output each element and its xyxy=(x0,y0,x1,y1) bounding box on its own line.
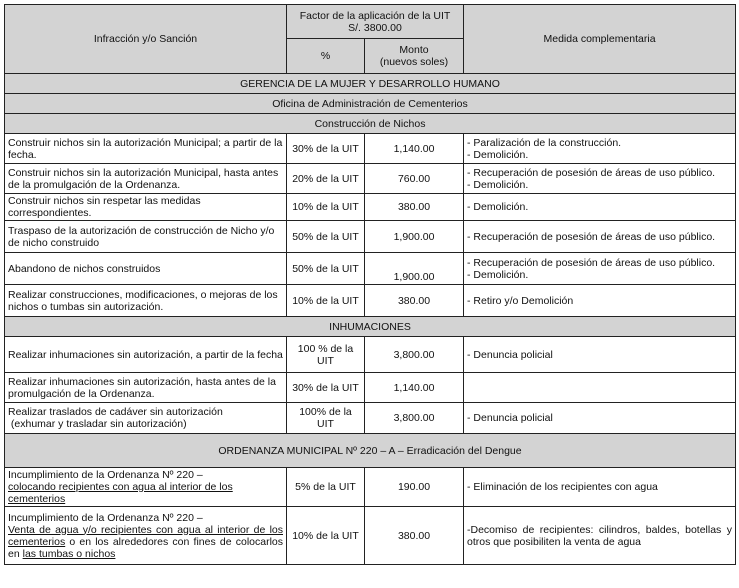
infraccion-line: Incumplimiento de la Ordenanza Nº 220 – xyxy=(8,469,203,481)
cell-monto: 380.00 xyxy=(365,507,464,565)
cell-infraccion: Construir nichos sin la autorización Municipal; a partir de la fecha. xyxy=(5,134,287,164)
header-medida: Medida complementaria xyxy=(464,5,736,74)
table-row xyxy=(5,285,736,317)
cell-infraccion: Realizar inhumaciones sin autorización, hasta antes de la promulgación de la Ordenanza. xyxy=(5,373,287,403)
header-factor xyxy=(287,5,464,39)
cell-pct: 100% de la UIT xyxy=(287,403,365,434)
header-factor-line2: S/. 3800.00 xyxy=(348,21,402,34)
cell-monto: 1,140.00 xyxy=(365,373,464,403)
header-infraccion: Infracción y/o Sanción xyxy=(5,5,287,74)
medida-line: - Demolición. xyxy=(467,268,529,281)
cell-infraccion: Traspaso de la autorización de construcción de Nicho y/o de nicho construido xyxy=(5,221,287,253)
table-row xyxy=(5,337,736,373)
table-row xyxy=(5,134,736,164)
cell-medida xyxy=(464,403,736,434)
table-row xyxy=(5,507,736,565)
cell-monto: 380.00 xyxy=(365,194,464,221)
infraccion-line-underlined: colocando recipientes con agua al interior de los cementerios xyxy=(8,481,233,505)
cell-infraccion: Realizar construcciones, modificaciones, o mejoras de los nichos o tumbas sin autorización. xyxy=(5,285,287,317)
infraccion-line: Realizar traslados de cadáver sin autorización xyxy=(8,406,223,418)
cell-infraccion xyxy=(5,403,287,434)
cell-monto: 3,800.00 xyxy=(365,403,464,434)
cell-monto: 3,800.00 xyxy=(365,337,464,373)
medida-line: - Recuperación de posesión de áreas de uso público. xyxy=(467,166,716,179)
cell-monto: 1,140.00 xyxy=(365,134,464,164)
infraccion-line: (exhumar y trasladar sin autorización) xyxy=(8,418,187,430)
cell-infraccion: Realizar inhumaciones sin autorización, a partir de la fecha xyxy=(5,337,287,373)
cell-infraccion: Construir nichos sin respetar las medidas correspondientes. xyxy=(5,194,287,221)
cell-pct: 30% de la UIT xyxy=(287,134,365,164)
table-row xyxy=(5,468,736,507)
table-row xyxy=(5,194,736,221)
cell-pct: 100 % de la UIT xyxy=(287,337,365,373)
cell-pct: 10% de la UIT xyxy=(287,507,365,565)
cell-infraccion: Construir nichos sin la autorización Municipal, hasta antes de la promulgación de la Ordenanza. xyxy=(5,164,287,194)
cell-infraccion: Abandono de nichos construidos xyxy=(5,253,287,285)
header-factor-line1: Factor de la aplicación de la UIT xyxy=(299,9,451,22)
cell-medida xyxy=(464,337,736,373)
cell-pct: 50% de la UIT xyxy=(287,221,365,253)
cell-pct: 5% de la UIT xyxy=(287,468,365,507)
cell-medida xyxy=(464,134,736,164)
cell-pct: 10% de la UIT xyxy=(287,194,365,221)
header-percent: % xyxy=(287,39,365,74)
cell-monto: 1,900.00 xyxy=(365,253,464,285)
infraccion-underlined-1: Venta de agua y/o recipientes con agua al interior de los cementerios xyxy=(8,523,283,548)
cell-medida xyxy=(464,285,736,317)
cell-medida xyxy=(464,507,736,565)
table-row xyxy=(5,373,736,403)
infraccion-mid: o en los alrededores con fines de colocarlos en xyxy=(8,535,283,560)
cell-monto: 190.00 xyxy=(365,468,464,507)
cell-pct: 30% de la UIT xyxy=(287,373,365,403)
section-gerencia: GERENCIA DE LA MUJER Y DESARROLLO HUMANO xyxy=(5,74,736,94)
cell-medida xyxy=(464,468,736,507)
cell-medida xyxy=(464,253,736,285)
cell-medida xyxy=(464,194,736,221)
cell-infraccion xyxy=(5,468,287,507)
infraccion-line: Incumplimiento de la Ordenanza Nº 220 – xyxy=(8,511,203,524)
table-row xyxy=(5,221,736,253)
infraccion-underlined-2: las tumbas o nichos xyxy=(22,547,116,560)
cell-monto: 380.00 xyxy=(365,285,464,317)
header-monto-line1: Monto xyxy=(399,44,429,56)
table-row xyxy=(5,164,736,194)
table-row xyxy=(5,403,736,434)
cell-monto: 760.00 xyxy=(365,164,464,194)
medida-line: - Demolición. xyxy=(467,201,529,213)
medida-line: - Recuperación de posesión de áreas de uso público. xyxy=(467,230,716,243)
cell-infraccion xyxy=(5,507,287,565)
table-row xyxy=(5,253,736,285)
medida-line: - Demolición. xyxy=(467,178,529,191)
medida-line: - Retiro y/o Demolición xyxy=(467,294,574,307)
cell-medida xyxy=(464,221,736,253)
cell-pct: 10% de la UIT xyxy=(287,285,365,317)
medida-line: - Paralización de la construcción. xyxy=(467,136,622,149)
header-monto-line2: (nuevos soles) xyxy=(379,56,449,68)
header-monto xyxy=(365,39,464,74)
section-ordenanza: ORDENANZA MUNICIPAL Nº 220 – A – Erradicación del Dengue xyxy=(5,434,736,468)
medida-line: - Recuperación de posesión de áreas de uso público. xyxy=(467,256,716,269)
medida-line: - Eliminación de los recipientes con agua xyxy=(467,481,658,493)
section-oficina: Oficina de Administración de Cementerios xyxy=(5,94,736,114)
medida-line: - Demolición. xyxy=(467,148,529,161)
section-construccion: Construcción de Nichos xyxy=(5,114,736,134)
medida-line: -Decomiso de recipientes: cilindros, baldes, botellas y otros que posibiliten la venta de agua xyxy=(467,523,733,548)
cell-monto: 1,900.00 xyxy=(365,221,464,253)
section-inhumaciones: INHUMACIONES xyxy=(5,317,736,337)
cell-pct: 20% de la UIT xyxy=(287,164,365,194)
cell-medida xyxy=(464,373,736,403)
cell-medida xyxy=(464,164,736,194)
medida-line: - Denuncia policial xyxy=(467,348,553,361)
sanctions-table xyxy=(4,4,736,565)
medida-line: - Denuncia policial xyxy=(467,412,553,424)
cell-pct: 50% de la UIT xyxy=(287,253,365,285)
